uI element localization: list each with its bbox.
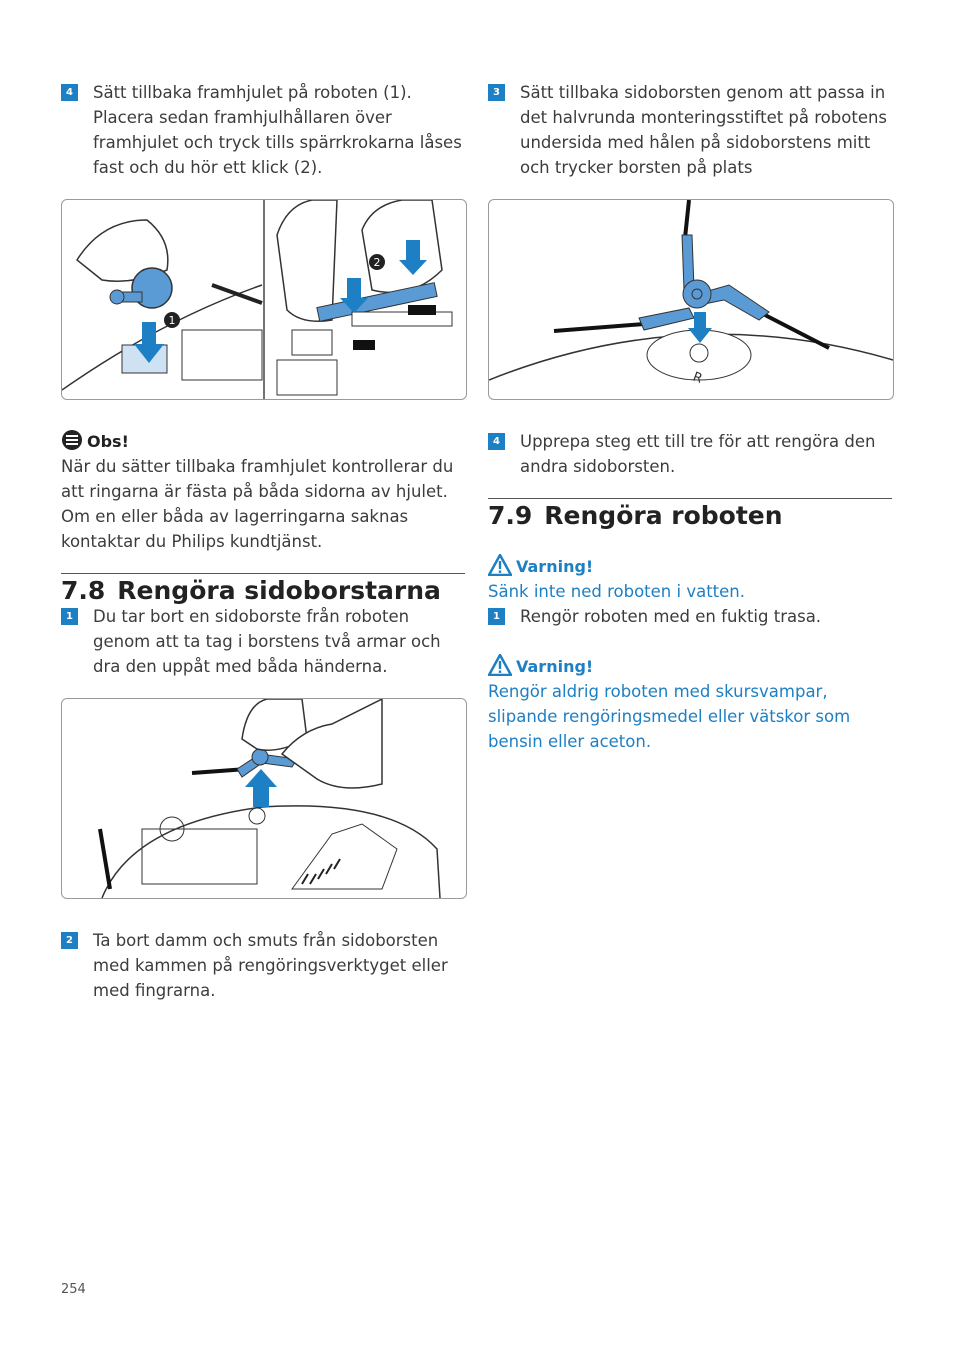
warning-2-body: Rengör aldrig roboten med skursvampar, slipande rengöringsmedel eller vätskor som bensin eller aceton. xyxy=(488,682,851,751)
attach-brush-illustration xyxy=(489,200,893,399)
callout-2: 2 xyxy=(373,256,381,269)
figure-front-wheel xyxy=(61,199,467,400)
section-title: Rengöra roboten xyxy=(544,501,783,530)
step-number-badge: 4 xyxy=(488,433,505,450)
section-number: 7.8 xyxy=(61,576,106,605)
step-number-badge: 1 xyxy=(61,608,78,625)
warning-icon xyxy=(488,554,512,576)
warning-1-body: Sänk inte ned roboten i vatten. xyxy=(488,582,745,601)
step-3-right xyxy=(488,80,893,180)
section-number: 7.9 xyxy=(488,501,533,530)
step-2-side-brush xyxy=(61,928,466,1003)
warning-title: Varning! xyxy=(516,657,594,676)
step-4-left xyxy=(61,80,466,180)
step-text: Ta bort damm och smuts från sidoborsten med kammen på rengöringsverktyget eller med fingrarna. xyxy=(93,931,448,1000)
note-heading xyxy=(61,429,129,451)
step-text: Sätt tillbaka framhjulet på roboten (1). Placera sedan framhjulhållaren över framhjulet och tryck tills spärrkrokarna låses fast och du hör ett klick (2). xyxy=(93,83,462,177)
section-7-9-heading xyxy=(488,498,892,531)
step-text: Upprepa steg ett till tre för att rengöra den andra sidoborsten. xyxy=(520,432,876,476)
brush-side-label: R xyxy=(690,369,705,387)
step-4-right xyxy=(488,429,893,479)
page-number: 254 xyxy=(61,1282,86,1297)
note-title: Obs! xyxy=(87,432,129,451)
note-icon xyxy=(61,429,83,451)
figure-attach-side-brush xyxy=(488,199,894,400)
step-text: Sätt tillbaka sidoborsten genom att passa in det halvrunda monteringsstiftet på robotens undersida med hålen på sidoborstens mitt och trycker borsten på plats xyxy=(520,83,888,177)
warning-2-heading xyxy=(488,654,593,676)
warning-icon xyxy=(488,654,512,676)
step-text: Du tar bort en sidoborste från roboten genom att ta tag i borstens två armar och dra den uppåt med båda händerna. xyxy=(93,607,441,676)
note-body: När du sätter tillbaka framhjulet kontrollerar du att ringarna är fästa på båda sidorna av hjulet. Om en eller båda av lagerringarna saknas kontaktar du Philips kundtjänst. xyxy=(61,457,454,551)
step-number-badge: 4 xyxy=(61,84,78,101)
warning-1-heading xyxy=(488,554,593,576)
step-text: Rengör roboten med en fuktig trasa. xyxy=(520,607,822,626)
front-wheel-illustration xyxy=(62,200,466,399)
step-number-badge: 1 xyxy=(488,608,505,625)
step-1-side-brush xyxy=(61,604,466,679)
section-7-8-heading xyxy=(61,573,465,606)
remove-brush-illustration xyxy=(62,699,466,898)
warning-title: Varning! xyxy=(516,557,594,576)
figure-remove-side-brush xyxy=(61,698,467,899)
step-number-badge: 3 xyxy=(488,84,505,101)
step-number-badge: 2 xyxy=(61,932,78,949)
callout-1: 1 xyxy=(168,314,176,327)
section-title: Rengöra sidoborstarna xyxy=(117,576,441,605)
step-1-clean-robot xyxy=(488,604,893,629)
